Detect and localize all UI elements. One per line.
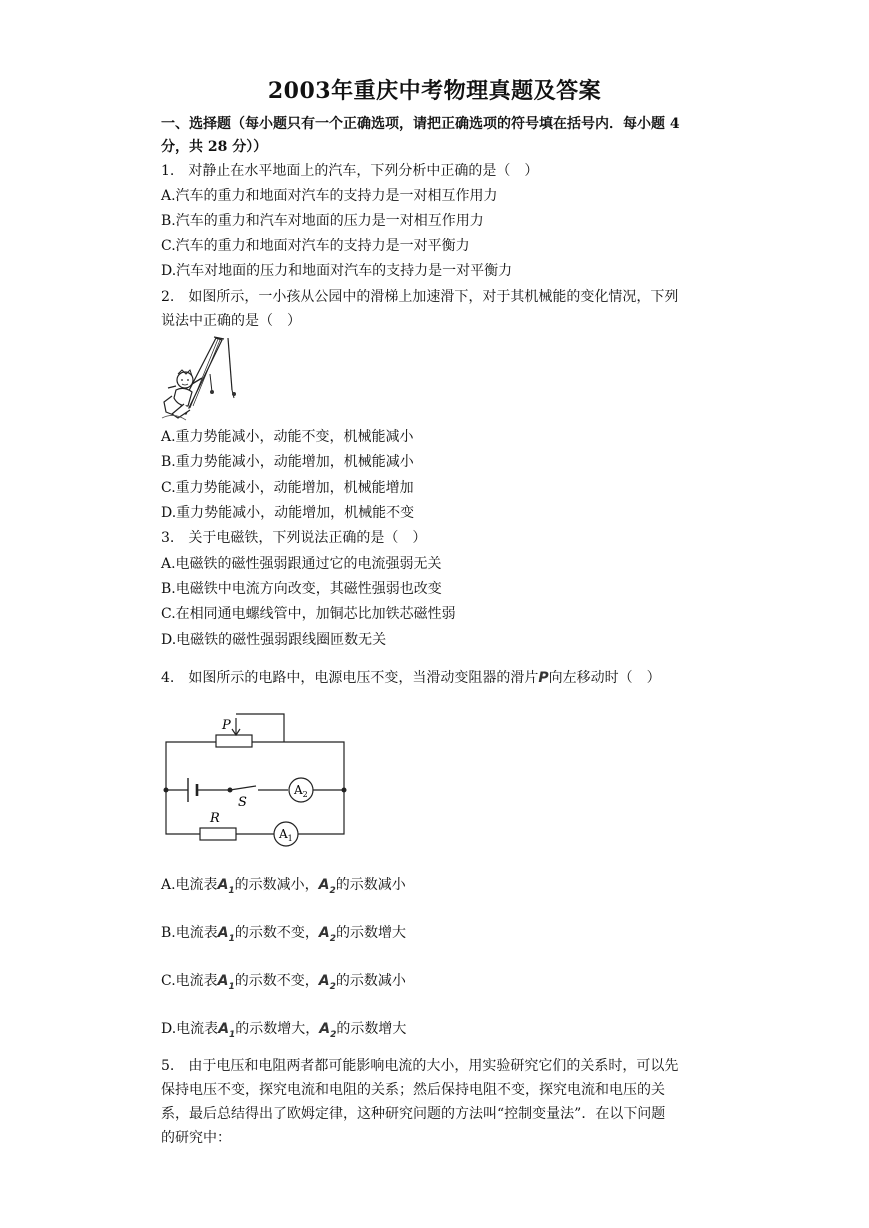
q4-option-c-prefix: C.电流表 bbox=[161, 973, 218, 989]
ammeter-a2-label: A bbox=[294, 783, 303, 797]
q4-stem-b: 向左移动时（ ） bbox=[548, 670, 661, 686]
resistor-r bbox=[200, 828, 236, 840]
q3-stem: 3. 关于电磁铁，下列说法正确的是（ ） bbox=[161, 530, 427, 546]
q2-option-c: C.重力势能减小，动能增加，机械能增加 bbox=[161, 480, 414, 496]
ammeter-a1-symbol: $A_1$ bbox=[217, 877, 235, 896]
q1-option-a: A.汽车的重力和地面对汽车的支持力是一对相互作用力 bbox=[161, 188, 498, 204]
ammeter-a1-sub: 1 bbox=[287, 834, 293, 843]
q4-option-a bbox=[161, 875, 406, 901]
rheostat bbox=[216, 735, 252, 747]
ammeter-a2-symbol: $A_2$ bbox=[319, 1021, 337, 1040]
q4-stem bbox=[161, 668, 661, 688]
q2-stem-line1: 2. 如图所示，一小孩从公园中的滑梯上加速滑下，对于其机械能的变化情况，下列 bbox=[161, 289, 679, 305]
slide-illustration bbox=[158, 334, 242, 422]
q1-option-b: B.汽车的重力和汽车对地面的压力是一对相互作用力 bbox=[161, 213, 484, 229]
q4-option-c-mid: 的示数不变， bbox=[234, 973, 319, 989]
q4-option-b-suffix: 的示数增大 bbox=[335, 925, 406, 941]
resistor-r-label: R bbox=[210, 811, 220, 826]
ammeter-a2-symbol: $A_2$ bbox=[318, 877, 336, 896]
q3-option-d: D.电磁铁的磁性强弱跟线圈匝数无关 bbox=[161, 632, 387, 648]
q4-option-d-mid: 的示数增大， bbox=[235, 1021, 320, 1037]
q4-option-a-prefix: A.电流表 bbox=[161, 877, 218, 893]
q2-option-b: B.重力势能减小，动能增加，机械能减小 bbox=[161, 454, 414, 470]
q5-line2: 保持电压不变，探究电流和电阻的关系；然后保持电阻不变，探究电流和电压的关 bbox=[161, 1082, 665, 1098]
q4-option-c-suffix: 的示数减小 bbox=[335, 973, 406, 989]
ammeter-a1-symbol: $A_1$ bbox=[217, 973, 235, 992]
q4-stem-a: 4. 如图所示的电路中，电源电压不变，当滑动变阻器的滑片 bbox=[161, 670, 539, 686]
page-title: 2003年重庆中考物理真题及答案 bbox=[267, 78, 602, 104]
q2-option-d: D.重力势能减小，动能增加，机械能不变 bbox=[161, 505, 415, 521]
switch-s-label: S bbox=[238, 795, 247, 810]
q4-option-b bbox=[161, 923, 406, 949]
ammeter-a2-sub: 2 bbox=[302, 790, 308, 799]
ammeter-a1-label: A bbox=[279, 827, 288, 841]
q1-option-d: D.汽车对地面的压力和地面对汽车的支持力是一对平衡力 bbox=[161, 263, 513, 279]
q4-option-a-mid: 的示数减小， bbox=[234, 877, 319, 893]
q3-option-a: A.电磁铁的磁性强弱跟通过它的电流强弱无关 bbox=[161, 556, 442, 572]
q4-option-b-mid: 的示数不变， bbox=[234, 925, 319, 941]
q3-option-c: C.在相同通电螺线管中，加铜芯比加铁芯磁性弱 bbox=[161, 606, 456, 622]
q1-stem: 1. 对静止在水平地面上的汽车，下列分析中正确的是（ ） bbox=[161, 163, 539, 179]
q5-line4: 的研究中： bbox=[161, 1130, 231, 1146]
switch-s bbox=[230, 786, 256, 790]
ammeter-a2-symbol: $A_2$ bbox=[318, 973, 336, 992]
circuit-diagram bbox=[158, 708, 354, 854]
q4-option-a-suffix: 的示数减小 bbox=[335, 877, 406, 893]
q4-option-d-prefix: D.电流表 bbox=[161, 1021, 219, 1037]
ammeter-a2-symbol: $A_2$ bbox=[318, 925, 336, 944]
q5-line3: 系，最后总结得出了欧姆定律，这种研究问题的方法叫“控制变量法”．在以下问题 bbox=[161, 1106, 666, 1122]
slider-p-label: P bbox=[222, 718, 231, 733]
q4-option-d bbox=[161, 1019, 406, 1045]
q4-option-d-suffix: 的示数增大 bbox=[336, 1021, 407, 1037]
ammeter-a1-symbol: $A_1$ bbox=[217, 925, 235, 944]
section-heading-line1: 一、选择题（每小题只有一个正确选项，请把正确选项的符号填在括号内．每小题 4 bbox=[161, 116, 680, 132]
q5-line1: 5. 由于电压和电阻两者都可能影响电流的大小，用实验研究它们的关系时，可以先 bbox=[161, 1058, 679, 1074]
q2-stem-line2: 说法中正确的是（ ） bbox=[161, 313, 301, 329]
q1-option-c: C.汽车的重力和地面对汽车的支持力是一对平衡力 bbox=[161, 238, 470, 254]
q2-option-a: A.重力势能减小，动能不变，机械能减小 bbox=[161, 429, 414, 445]
section-heading-line2: 分，共 28 分）） bbox=[161, 139, 268, 155]
q3-option-b: B.电磁铁中电流方向改变，其磁性强弱也改变 bbox=[161, 581, 442, 597]
ammeter-a1-symbol: $A_1$ bbox=[218, 1021, 236, 1040]
q4-slider-symbol: P bbox=[538, 670, 549, 686]
q4-option-b-prefix: B.电流表 bbox=[161, 925, 218, 941]
q4-option-c bbox=[161, 971, 406, 997]
